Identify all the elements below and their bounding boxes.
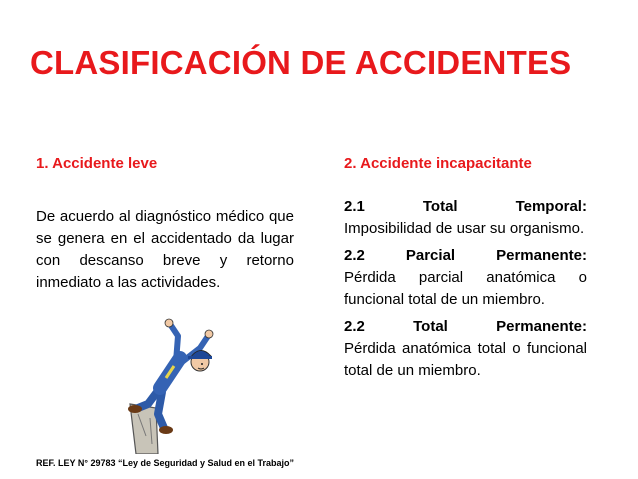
item-heading [344,245,587,267]
item-text: Pérdida parcial anatómica o funcional total de un miembro. [344,269,587,308]
item-word: Temporal: [515,198,587,215]
item-word: Permanente: [496,247,587,264]
item-text: Pérdida anatómica total o funcional total de un miembro. [344,340,587,379]
slide-title: CLASIFICACIÓN DE ACCIDENTES [30,44,572,81]
item-text: Imposibilidad de usar su organismo. [344,220,585,237]
item-number: 2.1 [344,198,365,215]
legal-reference: REF. LEY N° 29783 “Ley de Seguridad y Salud en el Trabajo” [36,458,295,468]
list-item [344,196,587,240]
falling-worker-illustration [108,318,230,454]
item-word: Parcial [405,247,456,264]
item-word: Total [413,318,448,335]
disabling-accident-list [344,196,587,387]
item-word: Permanente: [496,318,587,335]
item-word: Total [422,198,458,215]
list-item [344,245,587,311]
minor-accident-heading: 1. Accidente leve [36,155,158,172]
minor-accident-description: De acuerdo al diagnóstico médico que se genera en el accidentado da lugar con descanso breve y retorno inmediato a las actividades. [36,208,294,291]
item-number: 2.2 [344,318,365,335]
item-number: 2.2 [344,247,365,264]
item-heading [344,196,587,218]
disabling-accident-heading: 2. Accidente incapacitante [344,155,532,172]
item-heading [344,316,587,338]
list-item [344,316,587,382]
